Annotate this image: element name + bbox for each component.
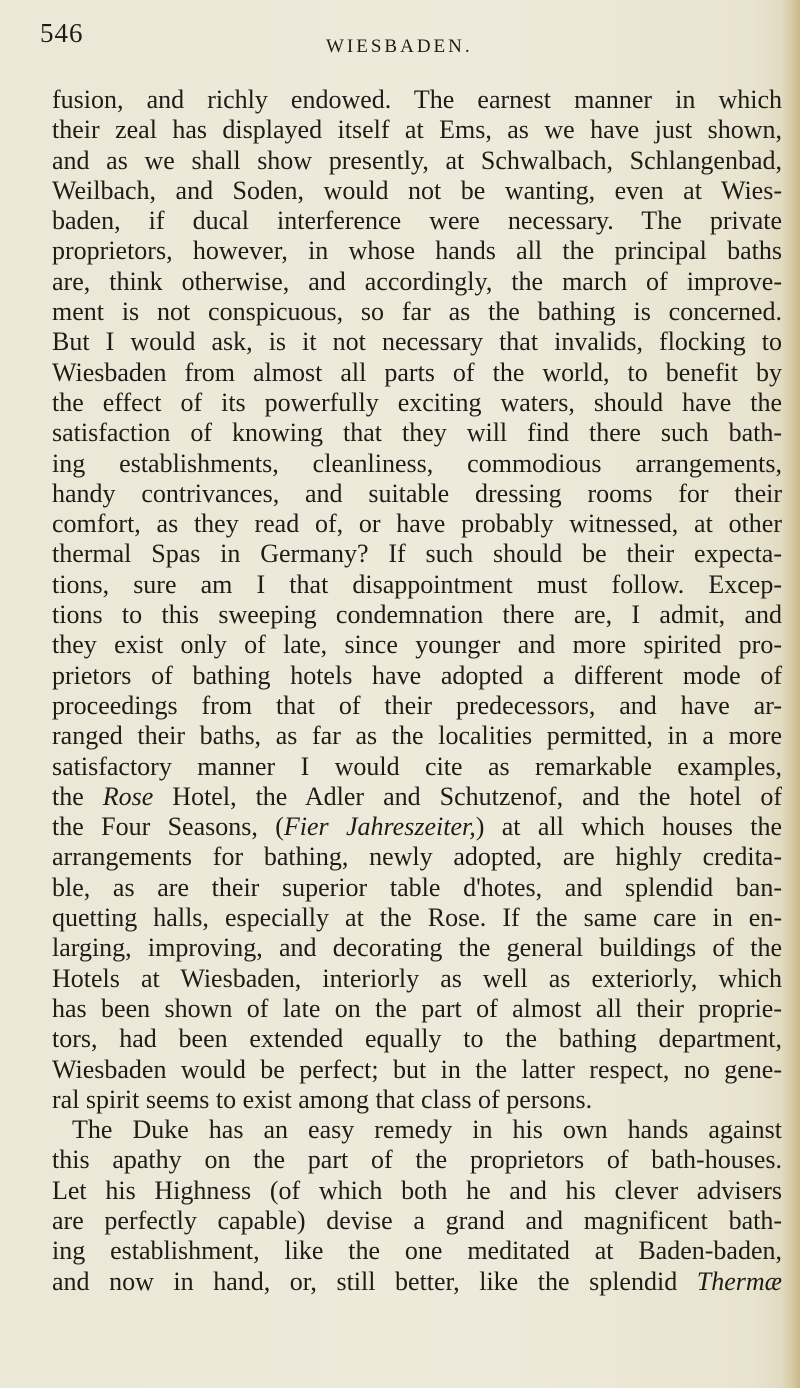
text-line: they exist only of late, since younger and more spirited pro- — [52, 630, 782, 660]
text-line: satisfactory manner I would cite as remarkable examples, — [52, 751, 782, 781]
text-line: and as we shall show presently, at Schwalbach, Schlangenbad, — [52, 145, 782, 175]
text-line: prietors of bathing hotels have adopted a different mode of — [52, 660, 782, 690]
text-line: tions, sure am I that disappointment must follow. Excep- — [52, 569, 782, 599]
text-line-with-italic — [52, 1267, 782, 1297]
text-line: Hotels at Wiesbaden, interiorly as well as exteriorly, which — [52, 963, 782, 993]
page-header — [0, 18, 800, 62]
paragraph-end-line: ral spirit seems to exist among that class of persons. — [52, 1084, 593, 1114]
text-line: handy contrivances, and suitable dressing rooms for their — [52, 478, 782, 508]
text-line-with-italic — [52, 782, 782, 812]
text-line: proceedings from that of their predecessors, and have ar- — [52, 690, 782, 720]
body-text — [52, 85, 782, 1297]
text-line: Let his Highness (of which both he and his clever advisers — [52, 1175, 782, 1205]
text-line: are, think otherwise, and accordingly, the march of improve- — [52, 266, 782, 296]
text-line: But I would ask, is it not necessary that invalids, flocking to — [52, 327, 782, 357]
text-line: comfort, as they read of, or have probably witnessed, at other — [52, 509, 782, 539]
text-segment: the Four Seasons, ( — [52, 812, 284, 842]
text-line: has been shown of late on the part of almost all their proprie- — [52, 993, 782, 1023]
text-line: Wiesbaden would be perfect; but in the latter respect, no gene- — [52, 1054, 782, 1084]
text-line: ranged their baths, as far as the localities permitted, in a more — [52, 721, 782, 751]
text-line: Weilbach, and Soden, would not be wanting, even at Wies- — [52, 175, 782, 205]
text-line: ble, as are their superior table d'hotes, and splendid ban- — [52, 872, 782, 902]
text-line: tions to this sweeping condemnation there are, I admit, and — [52, 600, 782, 630]
text-line: thermal Spas in Germany? If such should be their expecta- — [52, 539, 782, 569]
page-edge-shading — [782, 0, 800, 1388]
italic-hotel-name: Rose — [102, 781, 154, 811]
text-line: ment is not conspicuous, so far as the bathing is concerned. — [52, 297, 782, 327]
text-line: Wiesbaden from almost all parts of the world, to benefit by — [52, 357, 782, 387]
text-line: this apathy on the part of the proprietors of bath-houses. — [52, 1145, 782, 1175]
paragraph-start-line: The Duke has an easy remedy in his own hands against — [72, 1115, 782, 1145]
text-line: their zeal has displayed itself at Ems, as we have just shown, — [52, 115, 782, 145]
italic-hotel-name: Fier Jahreszeiter, — [283, 812, 476, 842]
text-line: ing establishments, cleanliness, commodious arrangements, — [52, 448, 782, 478]
text-line: larging, improving, and decorating the general buildings of the — [52, 933, 782, 963]
text-segment: ) at all which houses the — [475, 812, 782, 842]
text-line: arrangements for bathing, newly adopted, are highly credita- — [52, 842, 782, 872]
text-line: fusion, and richly endowed. The earnest manner in which — [52, 85, 782, 114]
text-line: the effect of its powerfully exciting waters, should have the — [52, 387, 782, 417]
text-line: ing establishment, like the one meditated at Baden-baden, — [52, 1236, 782, 1266]
text-segment: Hotel, the Adler and Schutzenof, and the hotel of — [153, 781, 782, 811]
text-line: quetting halls, especially at the Rose. If the same care in en- — [52, 903, 782, 933]
text-segment: the — [52, 781, 103, 811]
text-line-with-italic — [52, 812, 782, 842]
page-number: 546 — [40, 18, 84, 48]
running-head: WIESBADEN. — [326, 36, 473, 57]
italic-term: Thermæ — [696, 1266, 782, 1296]
text-line: proprietors, however, in whose hands all the principal baths — [52, 236, 782, 266]
text-line: baden, if ducal interference were necessary. The private — [52, 206, 782, 236]
text-line: are perfectly capable) devise a grand and magnificent bath- — [52, 1205, 782, 1235]
text-line: satisfaction of knowing that they will find there such bath- — [52, 418, 782, 448]
text-segment: and now in hand, or, still better, like the splendid — [52, 1266, 697, 1296]
text-line: tors, had been extended equally to the bathing department, — [52, 1024, 782, 1054]
